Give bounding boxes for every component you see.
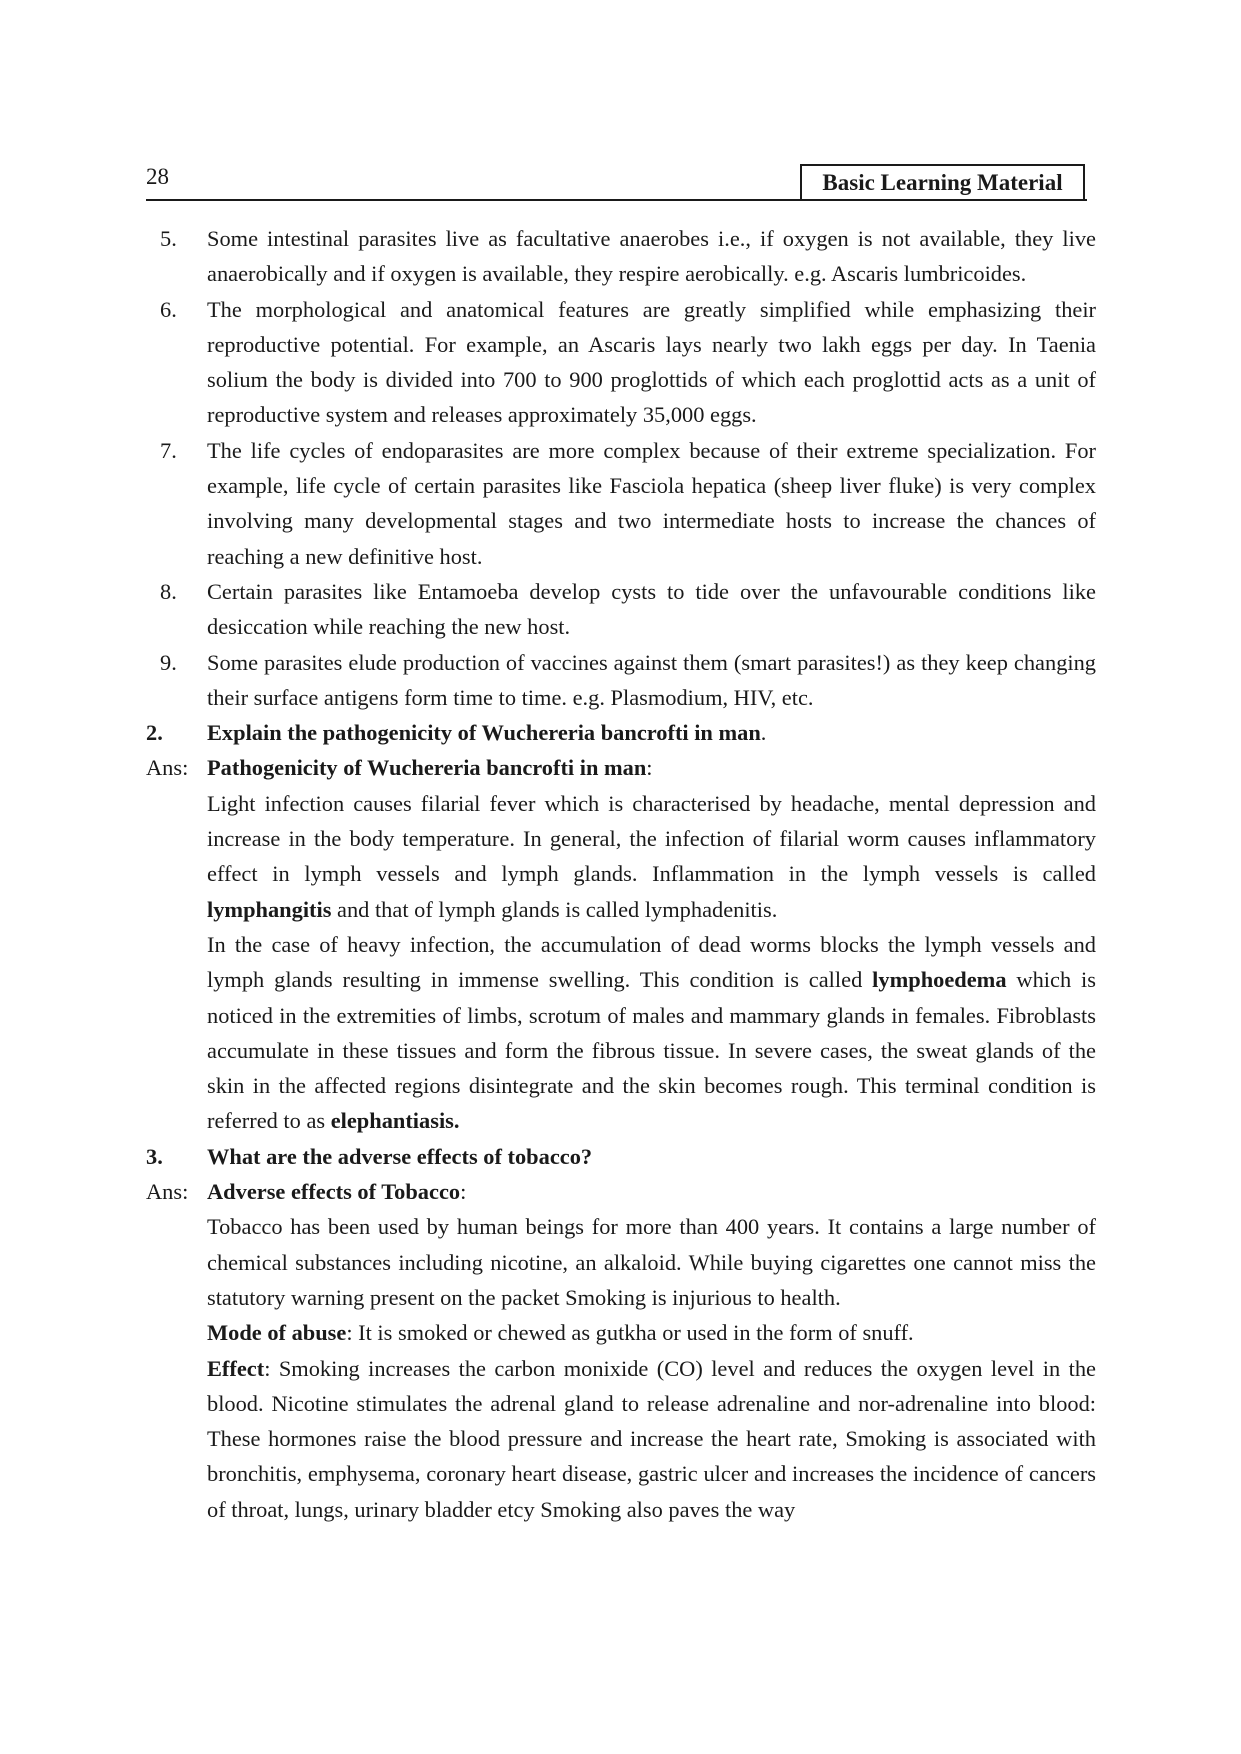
effect-text: : Smoking increases the carbon monixide (CO) level and reduces the oxygen level in the blood. Nicotine stimulates the adrenal gland to release adrenaline and nor-adrenaline into blood: These hormones raise the blood pressure and increase the heart rate, Smoking is associated with bronchitis, emphysema, coronary heart disease, gastric ulcer and increases the incidence of cancers of throat, lungs, urinary bladder etcy Smoking also paves the way xyxy=(207,1355,1096,1522)
page-body xyxy=(146,221,1096,1527)
list-item-number: 5. xyxy=(160,226,177,251)
mode-label: Mode of abuse xyxy=(207,1320,347,1346)
answer-3-effect xyxy=(207,1351,1096,1527)
question-2 xyxy=(146,715,1096,750)
list-item xyxy=(146,433,1096,574)
list-item-text: Some intestinal parasites live as facultative anaerobes i.e., if oxygen is not available, they live anaerobically and if oxygen is available, they respire aerobically. e.g. Ascaris lumbricoides. xyxy=(207,226,1096,287)
answer-title: Adverse effects of Tobacco xyxy=(207,1179,461,1205)
paragraph-text: and that of lymph glands is called lymphadenitis. xyxy=(331,896,778,922)
question-text: What are the adverse effects of tobacco? xyxy=(207,1143,593,1169)
list-item-text: The morphological and anatomical features are greatly simplified while emphasizing their reproductive potential. For example, an Ascaris lays nearly two lakh eggs per day. In Taenia solium the body is divided into 700 to 900 proglottids of which each proglottid acts as a unit of reproductive system and releases approximately 35,000 eggs. xyxy=(207,296,1096,428)
answer-2-paragraph-1 xyxy=(207,786,1096,927)
list-item-text: Some parasites elude production of vaccines against them (smart parasites!) as they keep changing their surface antigens form time to time. e.g. Plasmodium, HIV, etc. xyxy=(207,649,1096,710)
term-lymphoedema: lymphoedema xyxy=(872,967,1007,993)
question-3 xyxy=(146,1139,1096,1174)
list-item-number: 9. xyxy=(160,649,177,675)
question-text: Explain the pathogenicity of Wuchereria bancrofti in man xyxy=(207,720,761,746)
effect-label: Effect xyxy=(207,1355,265,1381)
paragraph-text: In the case of heavy infection, the accumulation of dead worms blocks the lymph vessels and lymph glands resulting in immense swelling. This condition is called xyxy=(207,931,1096,993)
term-lymphangitis: lymphangitis xyxy=(207,896,332,922)
answer-label: Ans: xyxy=(146,1179,189,1205)
header-rule xyxy=(146,199,1087,201)
answer-title-end: : xyxy=(460,1179,467,1205)
answer-3-heading xyxy=(146,1174,1096,1209)
list-item-number: 6. xyxy=(160,296,177,322)
answer-label: Ans: xyxy=(146,755,189,781)
list-item-text: Certain parasites like Entamoeba develop cysts to tide over the unfavourable conditions like desiccation while reaching the new host. xyxy=(207,578,1096,640)
paragraph-text: Light infection causes filarial fever which is characterised by headache, mental depression and increase in the body temperature. In general, the infection of filarial worm causes inflammatory effect in lymph vessels and lymph glands. Inflammation in the lymph vessels is called xyxy=(207,790,1096,887)
list-item xyxy=(146,221,1096,292)
answer-title-end: : xyxy=(646,755,653,781)
question-number: 2. xyxy=(146,720,163,746)
question-number: 3. xyxy=(146,1143,163,1169)
answer-2-heading xyxy=(146,750,1096,785)
answer-3-paragraph-1: Tobacco has been used by human beings for more than 400 years. It contains a large number of chemical substances including nicotine, an alkaloid. While buying cigarettes one cannot miss the statutory warning present on the packet Smoking is injurious to health. xyxy=(207,1214,1096,1310)
list-item-number: 8. xyxy=(160,578,177,604)
list-item xyxy=(146,645,1096,716)
answer-title: Pathogenicity of Wuchereria bancrofti in man xyxy=(207,755,647,781)
paragraph-text: which is noticed in the extremities of limbs, scrotum of males and mammary glands in females. Fibroblasts accumulate in these tissues and form the fibrous tissue. In severe cases, the sweat glands of the skin in the affected regions disintegrate and the skin becomes rough. This terminal condition is referred to as xyxy=(207,967,1096,1134)
list-item xyxy=(146,574,1096,645)
list-item-number: 7. xyxy=(160,437,177,463)
mode-text: : It is smoked or chewed as gutkha or used in the form of snuff. xyxy=(346,1320,914,1346)
question-end: . xyxy=(760,720,767,746)
answer-3-mode-of-abuse xyxy=(207,1315,1096,1350)
list-item xyxy=(146,292,1096,433)
term-elephantiasis: elephantiasis. xyxy=(330,1108,460,1134)
list-item-text: The life cycles of endoparasites are more complex because of their extreme specialization. For example, life cycle of certain parasites like Fasciola hepatica (sheep liver fluke) is very complex involving many developmental stages and two intermediate hosts to increase the chances of reaching a new definitive host. xyxy=(207,437,1096,569)
page-number: 28 xyxy=(146,164,169,189)
running-head: Basic Learning Material xyxy=(800,164,1085,200)
answer-2-paragraph-2 xyxy=(207,927,1096,1139)
